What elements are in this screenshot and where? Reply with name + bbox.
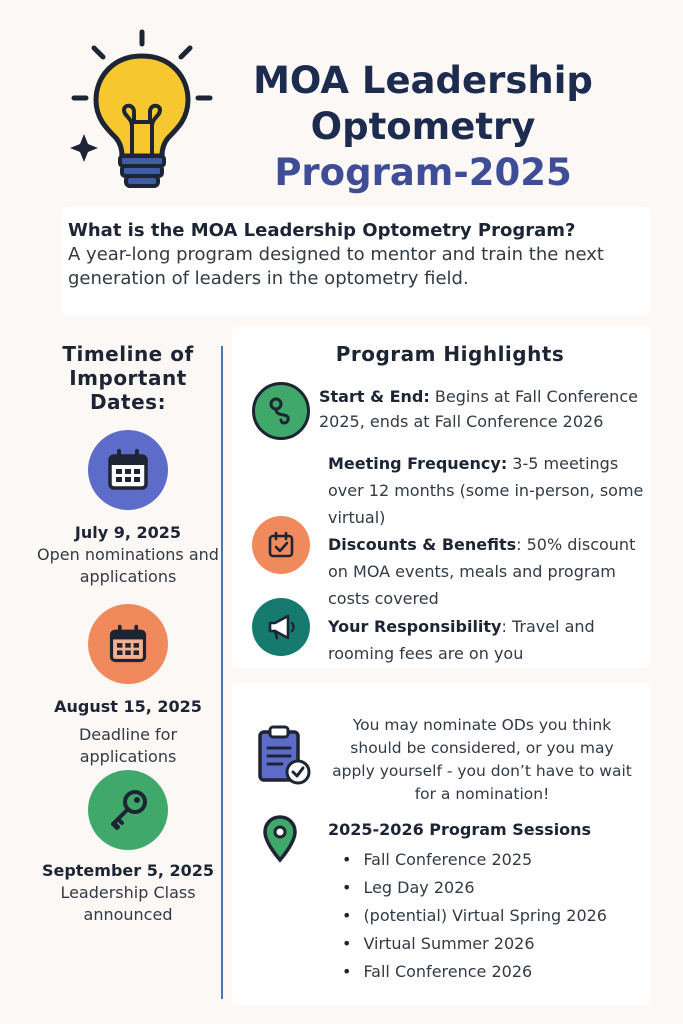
calendar-check-icon — [252, 516, 310, 574]
highlight-label: Discounts & Benefits — [328, 535, 517, 554]
intro-heading: What is the MOA Leadership Optometry Program? — [68, 220, 576, 241]
list-item: • Leg Day 2026 — [342, 874, 607, 902]
header — [0, 0, 683, 205]
location-pin-icon — [262, 814, 298, 864]
highlights-title: Program Highlights — [335, 342, 565, 366]
route-icon — [252, 382, 310, 440]
title-line-1: MOA Leadership — [253, 59, 593, 102]
highlights-card — [232, 326, 650, 668]
highlight-discounts — [328, 531, 648, 612]
highlight-text: : 50% discount on MOA events, meals and program costs covered — [328, 535, 636, 608]
list-item: • Virtual Summer 2026 — [342, 930, 607, 958]
highlight-text: 3-5 meetings over 12 months (some in-person, some virtual) — [328, 454, 644, 527]
calendar-icon — [88, 430, 168, 510]
timeline-title: Timeline of Important Dates: — [62, 342, 194, 414]
clipboard-check-icon — [256, 724, 314, 788]
timeline-date: July 9, 2025 — [74, 523, 182, 542]
highlight-text: Begins at Fall Conference 2025, ends at Fall Conference 2026 — [319, 387, 638, 431]
calendar-icon — [88, 604, 168, 684]
title-line-3: Program-2025 — [274, 151, 572, 194]
page-title — [228, 58, 618, 196]
timeline-item — [34, 430, 222, 588]
highlight-meeting-frequency — [328, 450, 648, 531]
list-item: • Fall Conference 2025 — [342, 846, 607, 874]
lightbulb-icon — [64, 26, 224, 196]
highlight-responsibility — [328, 613, 648, 667]
column-divider — [221, 346, 223, 999]
sessions-title: 2025-2026 Program Sessions — [328, 820, 592, 839]
highlight-start-end — [319, 384, 659, 434]
highlight-text: : Travel and rooming fees are on you — [328, 617, 595, 663]
highlight-label: Meeting Frequency: — [328, 454, 508, 473]
timeline-column — [34, 326, 222, 1006]
timeline-item — [34, 604, 222, 768]
sessions-list — [342, 846, 607, 986]
timeline-desc: Leadership Class announced — [60, 883, 196, 924]
megaphone-icon — [252, 598, 310, 656]
list-item: • (potential) Virtual Spring 2026 — [342, 902, 607, 930]
highlight-label: Start & End: — [319, 387, 430, 406]
timeline-date: September 5, 2025 — [41, 861, 215, 880]
intro-card — [62, 207, 650, 315]
nomination-card — [232, 682, 650, 1006]
list-item: • Fall Conference 2026 — [342, 958, 607, 986]
title-line-2: Optometry — [310, 105, 536, 148]
highlight-label: Your Responsibility — [328, 617, 502, 636]
timeline-desc: Deadline for applications — [78, 725, 178, 766]
key-icon — [88, 770, 168, 850]
intro-body: A year-long program designed to mentor and train the next generation of leaders in the optometry field. — [68, 244, 604, 289]
timeline-date: August 15, 2025 — [54, 697, 202, 716]
timeline-desc: Open nominations and applications — [37, 545, 219, 586]
timeline-item — [34, 770, 222, 926]
nomination-text: You may nominate ODs you think should be considered, or you may apply yourself - you don’t have to wait for a nomination! — [332, 716, 632, 803]
